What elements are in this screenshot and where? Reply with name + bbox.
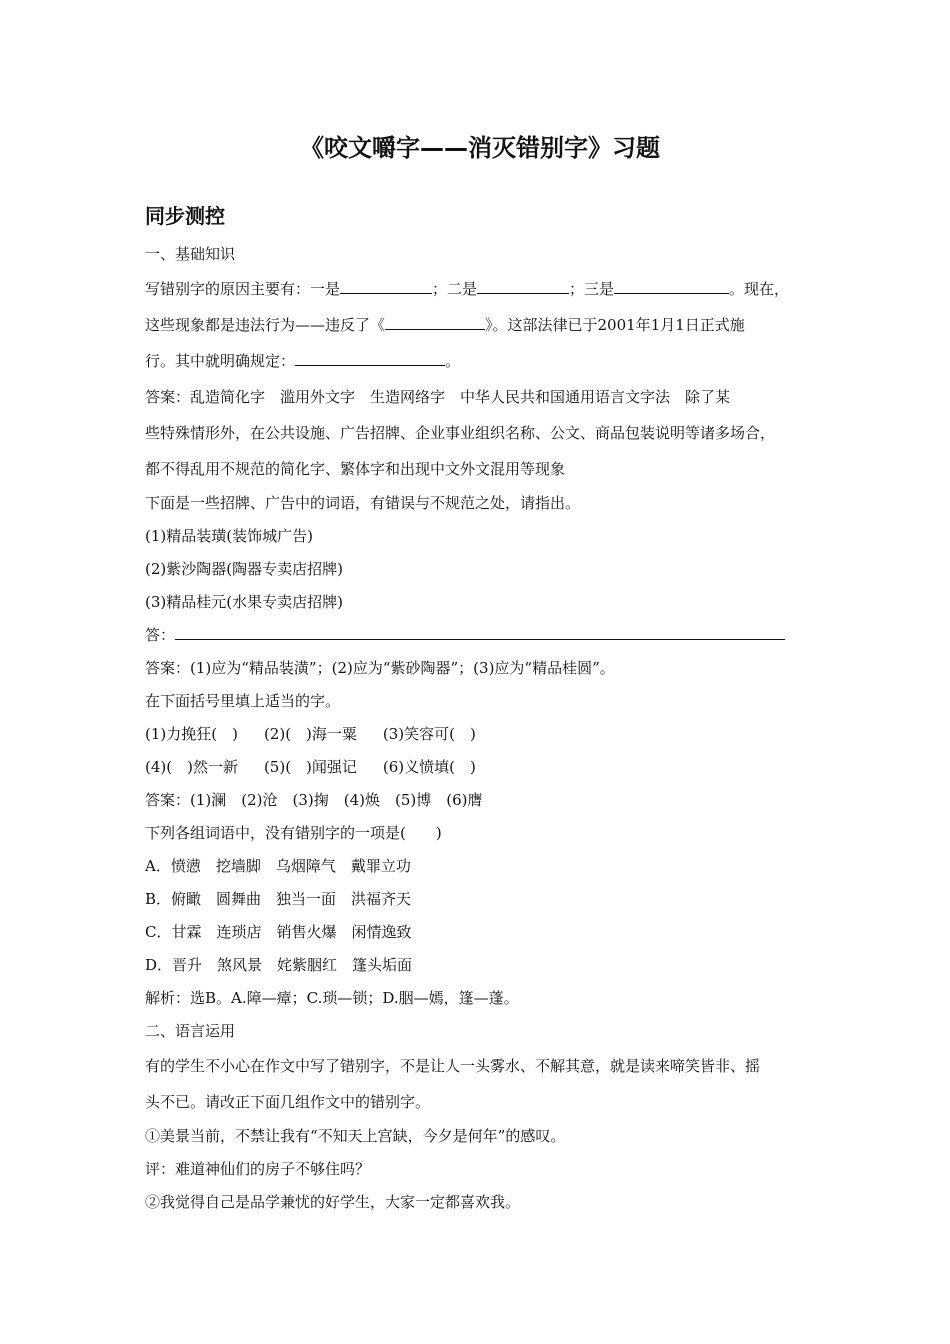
document-body	[145, 130, 815, 1219]
list-item: (2)紫沙陶器(陶器专卖店招牌)	[145, 560, 343, 578]
part-heading-basics: 一、基础知识	[145, 245, 236, 263]
q1-text: 。现在，	[729, 280, 790, 298]
list-item: (4)( )然一新	[145, 758, 238, 776]
section-heading: 同步测控	[145, 204, 225, 228]
question-1-line-3	[145, 343, 815, 379]
answer-text: 答案：(1)应为“精品装潢”；(2)应为“紫砂陶器”；(3)应为“精品桂圆”。	[145, 659, 615, 677]
document-title: 《咬文嚼字——消灭错别字》习题	[300, 134, 660, 162]
fill-blank[interactable]	[614, 275, 729, 294]
q1-text: 。	[445, 352, 461, 370]
answer-text: 答案：乱造简化字 滥用外文字 生造网络字 中华人民共和国通用语言文字法 除了某	[145, 388, 731, 406]
option-d: D．晋升 煞风景 姹紫胭红 篷头垢面	[145, 956, 413, 974]
question-2-prompt: 下面是一些招牌、广告中的词语，有错误与不规范之处，请指出。	[145, 494, 581, 512]
answer-text: 答案：(1)澜 (2)沧 (3)掬 (4)焕 (5)博 (6)膺	[145, 791, 483, 809]
question-5-text: 头不已。请改正下面几组作文中的错别字。	[145, 1093, 431, 1111]
q1-text: ；三是	[569, 280, 615, 298]
option-a: A．愤懑 挖墙脚 乌烟障气 戴罪立功	[145, 857, 411, 875]
list-item: (3)笑容可( )	[382, 725, 476, 743]
answer-line	[145, 619, 815, 652]
question-3-row-2	[145, 751, 815, 784]
list-item: (6)义愤填( )	[382, 758, 476, 776]
q1-text: 》。这部法律已于2001年1月1日正式施	[485, 316, 745, 334]
list-item: (3)精品桂元(水果专卖店招牌)	[145, 593, 343, 611]
fill-blank[interactable]	[340, 275, 432, 294]
option-b: B．俯瞰 圆舞曲 独当一面 洪福齐天	[145, 890, 412, 908]
fill-blank[interactable]	[477, 275, 569, 294]
question-1-line-1	[145, 271, 815, 307]
question-3-prompt: 在下面括号里填上适当的字。	[145, 692, 341, 710]
q1-text: 行。其中就明确规定：	[145, 352, 296, 370]
analysis-text: 解析：选B。A.障—瘴；C.琐—锁；D.胭—嫣，篷—蓬。	[145, 989, 519, 1007]
list-item: ①美景当前，不禁让我有“不知天上宫缺，今夕是何年”的感叹。	[145, 1127, 566, 1145]
q1-text: ；二是	[432, 280, 478, 298]
list-item: ②我觉得自己是品学兼忧的好学生，大家一定都喜欢我。	[145, 1193, 521, 1211]
question-5-text: 有的学生不小心在作文中写了错别字，不是让人一头雾水、不解其意，就是读来啼笑皆非、摇	[145, 1057, 761, 1075]
answer-blank[interactable]	[175, 621, 785, 640]
option-c: C．甘霖 连琐店 销售火爆 闲情逸致	[145, 923, 412, 941]
q1-text: 写错别字的原因主要有：一是	[145, 280, 341, 298]
list-item: (1)精品装璜(装饰城广告)	[145, 527, 313, 545]
answer-text: 都不得乱用不规范的简化字、繁体字和出现中文外文混用等现象	[145, 460, 566, 478]
list-item: (5)( )闻强记	[263, 758, 357, 776]
part-heading-language: 二、语言运用	[145, 1022, 236, 1040]
question-4-prompt: 下列各组词语中，没有错别字的一项是( )	[145, 824, 442, 842]
question-3-row-1	[145, 718, 815, 751]
question-1-line-2	[145, 307, 815, 343]
fill-blank[interactable]	[385, 311, 485, 330]
comment-text: 评：难道神仙们的房子不够住吗？	[145, 1160, 371, 1178]
list-item: (1)力挽狂( )	[145, 725, 238, 743]
fill-blank[interactable]	[295, 347, 445, 366]
q1-text: 这些现象都是违法行为——违反了《	[145, 316, 386, 334]
answer-label: 答：	[145, 626, 176, 644]
list-item: (2)( )海一粟	[263, 725, 357, 743]
answer-text: 些特殊情形外，在公共设施、广告招牌、企业事业组织名称、公文、商品包装说明等诸多场合，	[145, 424, 776, 442]
